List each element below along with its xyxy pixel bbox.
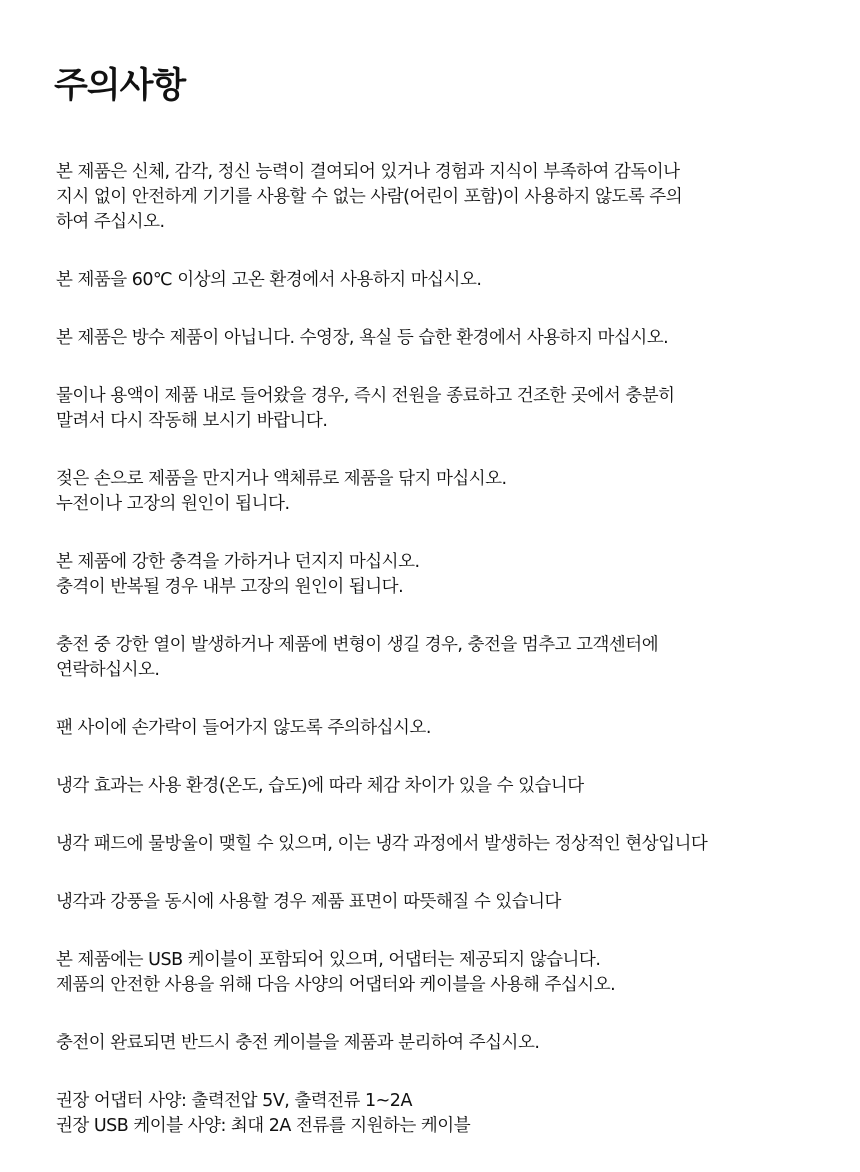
notice-line: 충전이 완료되면 반드시 충전 케이블을 제품과 분리하여 주십시오. — [56, 1033, 540, 1053]
notice-item — [56, 716, 816, 741]
notice-item — [56, 1089, 816, 1139]
notice-item — [56, 384, 816, 434]
notice-item — [56, 1031, 816, 1056]
notice-line: 젖은 손으로 제품을 만지거나 액체류로 제품을 닦지 마십시오. — [56, 469, 507, 489]
notice-line: 본 제품은 신체, 감각, 정신 능력이 결여되어 있거나 경험과 지식이 부족하여 감독이나 — [56, 162, 680, 182]
notice-line: 지시 없이 안전하게 기기를 사용할 수 없는 사람(어린이 포함)이 사용하지 않도록 주의 — [56, 187, 683, 207]
notice-line: 냉각과 강풍을 동시에 사용할 경우 제품 표면이 따뜻해질 수 있습니다 — [56, 892, 561, 912]
notice-line: 냉각 패드에 물방울이 맺힐 수 있으며, 이는 냉각 과정에서 발생하는 정상적인 현상입니다 — [56, 834, 708, 854]
notice-line: 제품의 안전한 사용을 위해 다음 사양의 어댑터와 케이블을 사용해 주십시오. — [56, 975, 616, 995]
notice-line: 팬 사이에 손가락이 들어가지 않도록 주의하십시오. — [56, 718, 431, 738]
notice-line: 권장 USB 케이블 사양: 최대 2A 전류를 지원하는 케이블 — [56, 1116, 471, 1136]
notice-line: 본 제품에 강한 충격을 가하거나 던지지 마십시오. — [56, 552, 420, 572]
notice-line: 본 제품에는 USB 케이블이 포함되어 있으며, 어댑터는 제공되지 않습니다. — [56, 950, 601, 970]
notice-line: 본 제품은 방수 제품이 아닙니다. 수영장, 욕실 등 습한 환경에서 사용하지 마십시오. — [56, 328, 669, 348]
page-title: 주의사항 — [54, 66, 186, 106]
notice-line: 하여 주십시오. — [56, 212, 165, 232]
notice-list — [56, 160, 816, 1172]
notice-item — [56, 774, 816, 799]
notice-line: 말려서 다시 작동해 보시기 바랍니다. — [56, 411, 328, 431]
notice-item — [56, 890, 816, 915]
notice-line: 냉각 효과는 사용 환경(온도, 습도)에 따라 체감 차이가 있을 수 있습니다 — [56, 776, 584, 796]
notice-item — [56, 467, 816, 517]
notice-line: 본 제품을 60℃ 이상의 고온 환경에서 사용하지 마십시오. — [56, 270, 482, 290]
notice-line: 연락하십시오. — [56, 660, 160, 680]
notice-item — [56, 160, 816, 235]
notice-item — [56, 268, 816, 293]
notice-line: 누전이나 고장의 원인이 됩니다. — [56, 494, 290, 514]
notice-line: 물이나 용액이 제품 내로 들어왔을 경우, 즉시 전원을 종료하고 건조한 곳에서 충분히 — [56, 386, 675, 406]
notice-item — [56, 948, 816, 998]
notice-item — [56, 550, 816, 600]
notice-line: 충격이 반복될 경우 내부 고장의 원인이 됩니다. — [56, 577, 404, 597]
notice-item — [56, 832, 816, 857]
notice-line: 충전 중 강한 열이 발생하거나 제품에 변형이 생길 경우, 충전을 멈추고 고객센터에 — [56, 635, 659, 655]
notice-line: 권장 어댑터 사양: 출력전압 5V, 출력전류 1~2A — [56, 1091, 412, 1111]
notice-item — [56, 633, 816, 683]
notice-item — [56, 326, 816, 351]
